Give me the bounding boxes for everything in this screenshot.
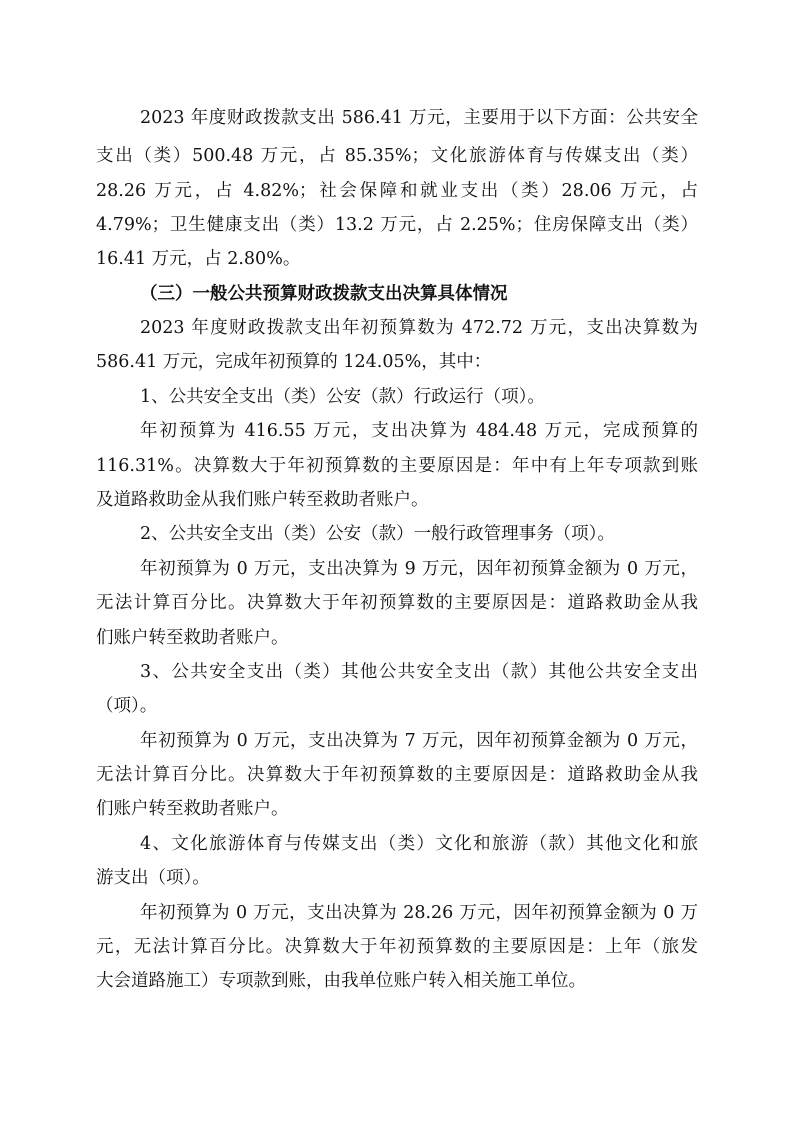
item-body-line: 们账户转至救助者账户。 xyxy=(96,799,289,819)
item-title: 4、文化旅游体育与传媒支出（类）文化和旅游（款）其他文化和旅 xyxy=(140,834,698,854)
intro-line: 2023 年度财政拨款支出年初预算数为 472.72 万元，支出决算数为 xyxy=(140,318,698,338)
item-body-line: 年初预算为 416.55 万元，支出决算为 484.48 万元，完成预算的 xyxy=(140,421,698,441)
item-body-line: 及道路救助金从我们账户转至救助者账户。 xyxy=(96,490,429,510)
item-title: 3、公共安全支出（类）其他公共安全支出（款）其他公共安全支出 xyxy=(140,662,698,682)
item-title: 1、公共安全支出（类）公安（款）行政运行（项）。 xyxy=(140,387,545,407)
item-body-line: 年初预算为 0 万元，支出决算为 9 万元，因年初预算金额为 0 万元， xyxy=(140,559,698,579)
item-body-line: 116.31%。决算数大于年初预算数的主要原因是：年中有上年专项款到账 xyxy=(96,456,698,476)
item-body-line: 们账户转至救助者账户。 xyxy=(96,628,289,648)
item-title: 游支出（项）。 xyxy=(96,868,210,888)
section-heading: （三）一般公共预算财政拨款支出决算具体情况 xyxy=(140,284,508,304)
summary-line: 4.79%；卫生健康支出（类）13.2 万元，占 2.25%；住房保障支出（类） xyxy=(96,215,698,235)
item-body-line: 大会道路施工）专项款到账，由我单位账户转入相关施工单位。 xyxy=(96,971,586,991)
item-body-line: 无法计算百分比。决算数大于年初预算数的主要原因是：道路救助金从我 xyxy=(96,593,698,613)
intro-line: 586.41 万元，完成年初预算的 124.05%，其中： xyxy=(96,352,492,372)
item-body-line: 元，无法计算百分比。决算数大于年初预算数的主要原因是：上年（旅发 xyxy=(96,937,698,957)
summary-line: 16.41 万元，占 2.80%。 xyxy=(96,249,301,269)
item-body-line: 无法计算百分比。决算数大于年初预算数的主要原因是：道路救助金从我 xyxy=(96,765,698,785)
item-body-line: 年初预算为 0 万元，支出决算为 7 万元，因年初预算金额为 0 万元， xyxy=(140,731,698,751)
summary-line: 28.26 万元，占 4.82%；社会保障和就业支出（类）28.06 万元，占 xyxy=(96,181,698,201)
item-title: 2、公共安全支出（类）公安（款）一般行政管理事务（项）。 xyxy=(140,524,615,544)
item-title: （项）。 xyxy=(96,696,158,716)
summary-line: 2023 年度财政拨款支出 586.41 万元，主要用于以下方面：公共安全 xyxy=(140,108,698,128)
item-body-line: 年初预算为 0 万元，支出决算为 28.26 万元，因年初预算金额为 0 万 xyxy=(140,903,698,923)
summary-line: 支出（类）500.48 万元，占 85.35%；文化旅游体育与传媒支出（类） xyxy=(96,146,698,166)
